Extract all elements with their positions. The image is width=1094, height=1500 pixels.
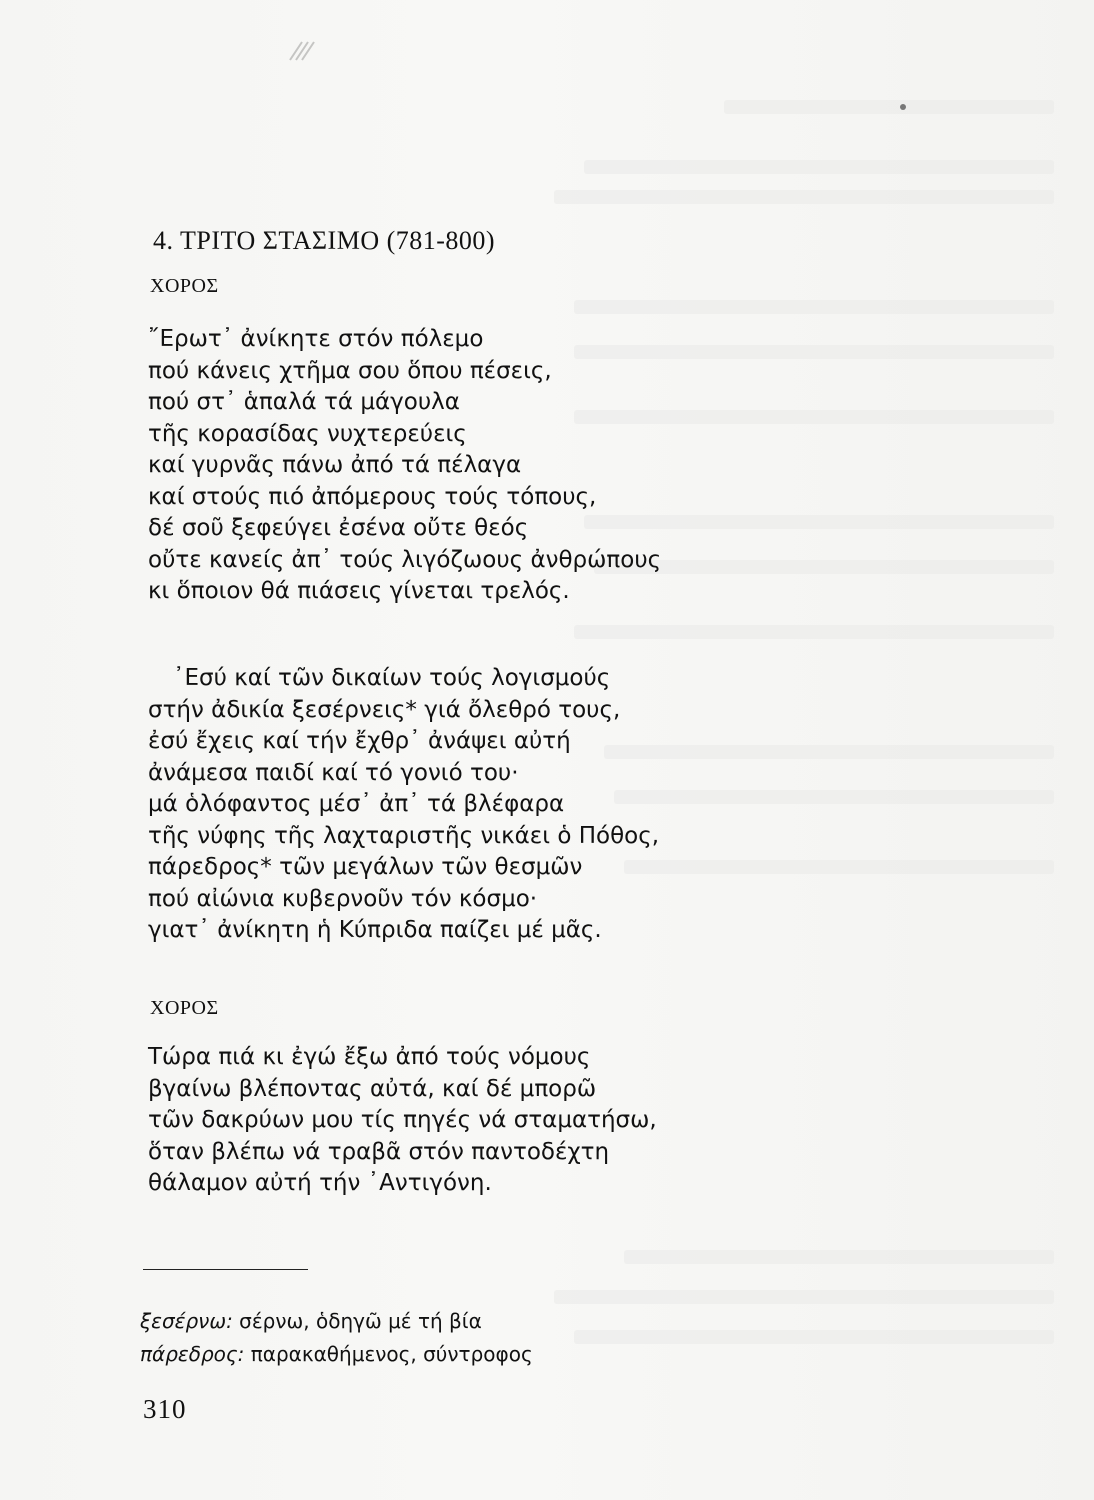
verse-line: ἐσύ ἔχεις καί τήν ἔχθρ᾿ ἀνάψει αὐτή bbox=[148, 728, 571, 754]
verse-line: ᾿Εσύ καί τῶν δικαίων τούς λογισμούς bbox=[173, 665, 611, 691]
footnote bbox=[140, 1305, 533, 1338]
verse-line: οὔτε κανείς ἀπ᾿ τούς λιγόζωους ἀνθρώπους bbox=[148, 546, 662, 573]
stanza bbox=[148, 663, 659, 947]
stanza bbox=[148, 1042, 657, 1200]
footnote bbox=[140, 1338, 533, 1371]
verse-line: πού στ᾿ ἁπαλά τά μάγουλα bbox=[148, 389, 460, 415]
verse-line: δέ σοῦ ξεφεύγει ἐσένα οὔτε θεός bbox=[148, 515, 529, 541]
verse-line: ὅταν βλέπω νά τραβᾶ στόν παντοδέχτη bbox=[148, 1138, 610, 1165]
verse-line: πού κάνεις χτῆμα σου ὅπου πέσεις, bbox=[148, 357, 552, 384]
verse-line: τῆς νύφης τῆς λαχταριστῆς νικάει ὁ Πόθος, bbox=[148, 822, 660, 849]
verse-line: στήν ἀδικία ξεσέρνεις* γιά ὄλεθρό τους, bbox=[148, 696, 621, 723]
verse-line: ἀνάμεσα παιδί καί τό γονιό του· bbox=[148, 759, 519, 786]
speck bbox=[900, 104, 906, 110]
verse-line: βγαίνω βλέποντας αὐτά, καί δέ μπορῶ bbox=[148, 1075, 597, 1102]
verse-line: καί στούς πιό ἀπόμερους τούς τόπους, bbox=[148, 483, 597, 510]
verse-line: πού αἰώνια κυβερνοῦν τόν κόσμο· bbox=[148, 885, 538, 912]
verse-line: γιατ᾿ ἀνίκητη ἡ Κύπριδα παίζει μέ μᾶς. bbox=[148, 917, 602, 943]
footnote-term: ξεσέρνω: bbox=[140, 1309, 233, 1333]
speaker-label: ΧΟΡΟΣ bbox=[150, 275, 219, 297]
page-number: 310 bbox=[143, 1394, 187, 1424]
verse-line: καί γυρνᾶς πάνω ἀπό τά πέλαγα bbox=[148, 452, 522, 478]
ink-smudge bbox=[288, 40, 316, 62]
verse-line: τῶν δακρύων μου τίς πηγές νά σταματήσω, bbox=[148, 1107, 657, 1133]
footnote-term: πάρεδρος: bbox=[140, 1342, 245, 1366]
verse-line: ῎Ερωτ᾿ ἀνίκητε στόν πόλεμο bbox=[148, 326, 484, 352]
footnote-rule bbox=[143, 1269, 308, 1270]
stanza bbox=[148, 324, 661, 608]
section-title: 4. ΤΡΙΤΟ ΣΤΑΣΙΜΟ (781-800) bbox=[153, 226, 496, 255]
footnote-definition: σέρνω, ὁδηγῶ μέ τή βία bbox=[232, 1309, 482, 1333]
verse-line: θάλαμον αὐτή τήν ᾿Αντιγόνη. bbox=[148, 1170, 492, 1196]
verse-line: Τώρα πιά κι ἐγώ ἔξω ἀπό τούς νόμους bbox=[148, 1044, 591, 1070]
verse-line: τῆς κορασίδας νυχτερεύεις bbox=[148, 420, 467, 447]
footnote-definition: παρακαθήμενος, σύντροφος bbox=[244, 1342, 533, 1366]
verse-line: κι ὅποιον θά πιάσεις γίνεται τρελός. bbox=[148, 578, 570, 604]
speaker-label: ΧΟΡΟΣ bbox=[150, 997, 219, 1019]
verse-line: μά ὁλόφαντος μέσ᾿ ἀπ᾿ τά βλέφαρα bbox=[148, 791, 565, 817]
verse-line: πάρεδρος* τῶν μεγάλων τῶν θεσμῶν bbox=[148, 854, 583, 880]
footnotes bbox=[140, 1305, 533, 1371]
